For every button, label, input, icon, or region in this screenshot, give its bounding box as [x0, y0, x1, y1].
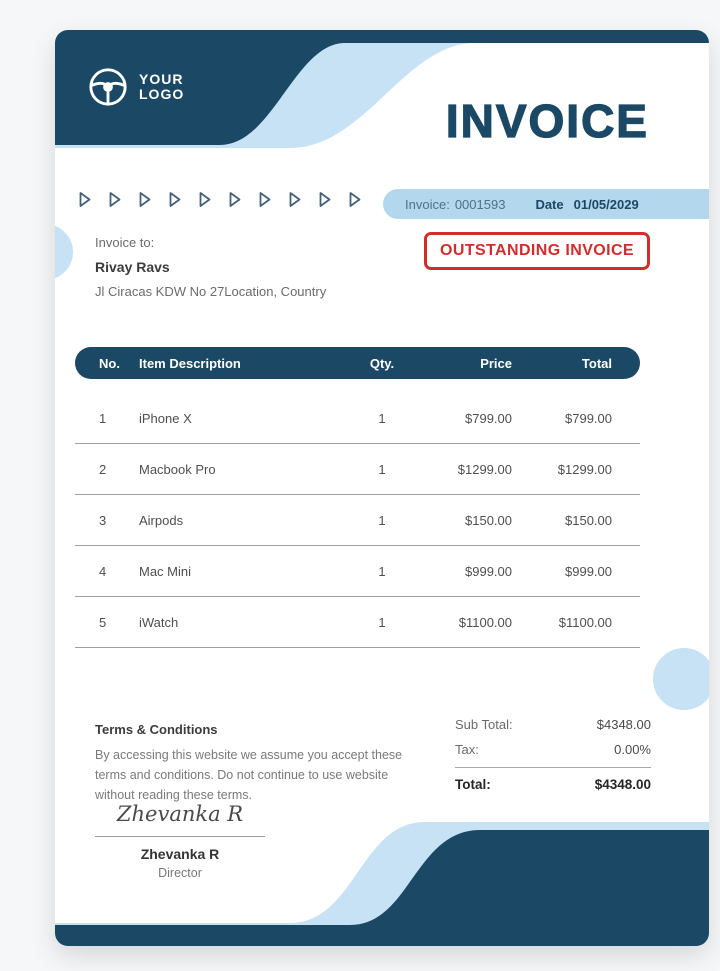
items-table [75, 347, 640, 648]
customer-name: Rivay Ravs [95, 259, 170, 275]
triangle-icon [168, 190, 182, 209]
bill-to-section [95, 235, 326, 299]
cell-item: Airpods [139, 512, 184, 528]
ring-decoration-right [653, 648, 709, 710]
total-label: Total: [455, 777, 491, 792]
table-row [75, 495, 640, 546]
terms-body: By accessing this website we assume you accept these terms and conditions. Do not continue to use website without reading these terms. [95, 748, 403, 802]
col-header-qty: Qty. [369, 355, 395, 371]
cell-price: $1100.00 [458, 614, 512, 630]
triangle-icon [108, 190, 122, 209]
cell-price: $799.00 [465, 410, 512, 426]
cell-total: $150.00 [565, 512, 612, 528]
cell-no: 2 [99, 461, 107, 477]
cell-qty: 1 [378, 410, 386, 426]
cell-no: 1 [99, 410, 107, 426]
col-header-total: Total [581, 355, 612, 371]
invoice-number-value: 0001593 [454, 196, 506, 212]
bill-to-label: Invoice to: [95, 235, 155, 250]
table-body [75, 379, 640, 648]
signature-line [95, 836, 265, 837]
subtotal-row [455, 717, 651, 732]
tax-label: Tax: [455, 742, 479, 757]
invoice-title: INVOICE [445, 95, 649, 147]
cell-item: Macbook Pro [139, 461, 216, 477]
date-value: 01/05/2029 [573, 196, 639, 212]
cell-item: Mac Mini [139, 563, 192, 579]
table-row [75, 393, 640, 444]
ring-decoration-left [55, 224, 73, 280]
invoice-meta-bar [383, 189, 709, 219]
triangle-icon [78, 190, 92, 209]
totals-divider [455, 767, 651, 768]
triangle-icon [288, 190, 302, 209]
cell-no: 5 [99, 614, 107, 630]
cell-total: $799.00 [565, 410, 612, 426]
triangle-icon [348, 190, 362, 209]
cell-item: iPhone X [139, 410, 192, 426]
cell-total: $999.00 [565, 563, 612, 579]
tax-value: 0.00% [614, 742, 651, 757]
col-header-item: Item Description [139, 355, 241, 371]
table-row [75, 597, 640, 648]
col-header-price: Price [480, 355, 512, 371]
invoice-page [55, 30, 709, 946]
triangle-icon [228, 190, 242, 209]
steering-wheel-icon [87, 66, 129, 108]
tax-row [455, 742, 651, 757]
triangle-icon [198, 190, 212, 209]
invoice-number-label: Invoice: [405, 196, 450, 212]
cell-qty: 1 [378, 614, 386, 630]
cell-price: $999.00 [465, 563, 512, 579]
triangle-icon [318, 190, 332, 209]
customer-address: Jl Ciracas KDW No 27Location, Country [95, 284, 327, 299]
table-row [75, 444, 640, 495]
cell-total: $1100.00 [558, 614, 612, 630]
cell-price: $150.00 [465, 512, 512, 528]
totals-section [455, 717, 651, 802]
subtotal-value: $4348.00 [596, 717, 651, 732]
cell-price: $1299.00 [457, 461, 512, 477]
table-row [75, 546, 640, 597]
col-header-no: No. [99, 355, 120, 371]
subtotal-label: Sub Total: [455, 717, 513, 732]
cell-qty: 1 [378, 512, 386, 528]
terms-title: Terms & Conditions [95, 722, 218, 737]
triangle-icon [258, 190, 272, 209]
cell-no: 4 [99, 563, 107, 579]
signatory-role: Director [158, 866, 202, 880]
date-label: Date [535, 196, 564, 212]
signatory-name: Zhevanka R [140, 846, 220, 862]
signature-handwriting: Zhevanka R [116, 802, 244, 826]
cell-no: 3 [99, 512, 107, 528]
logo-line1: YOUR [139, 70, 184, 87]
outstanding-invoice-stamp: OUTSTANDING INVOICE [424, 232, 650, 270]
cell-item: iWatch [139, 614, 179, 630]
total-value: $4348.00 [594, 777, 651, 792]
table-header [75, 347, 640, 379]
cell-qty: 1 [378, 461, 386, 477]
terms-section [95, 722, 407, 805]
triangle-icon [138, 190, 152, 209]
logo-line2: LOGO [139, 86, 185, 102]
signature-block [95, 802, 265, 880]
logo-text [139, 72, 184, 102]
company-logo [87, 66, 184, 108]
cell-total: $1299.00 [557, 461, 612, 477]
grand-total-row [455, 777, 651, 792]
triangle-decoration-row [78, 190, 362, 209]
cell-qty: 1 [378, 563, 386, 579]
